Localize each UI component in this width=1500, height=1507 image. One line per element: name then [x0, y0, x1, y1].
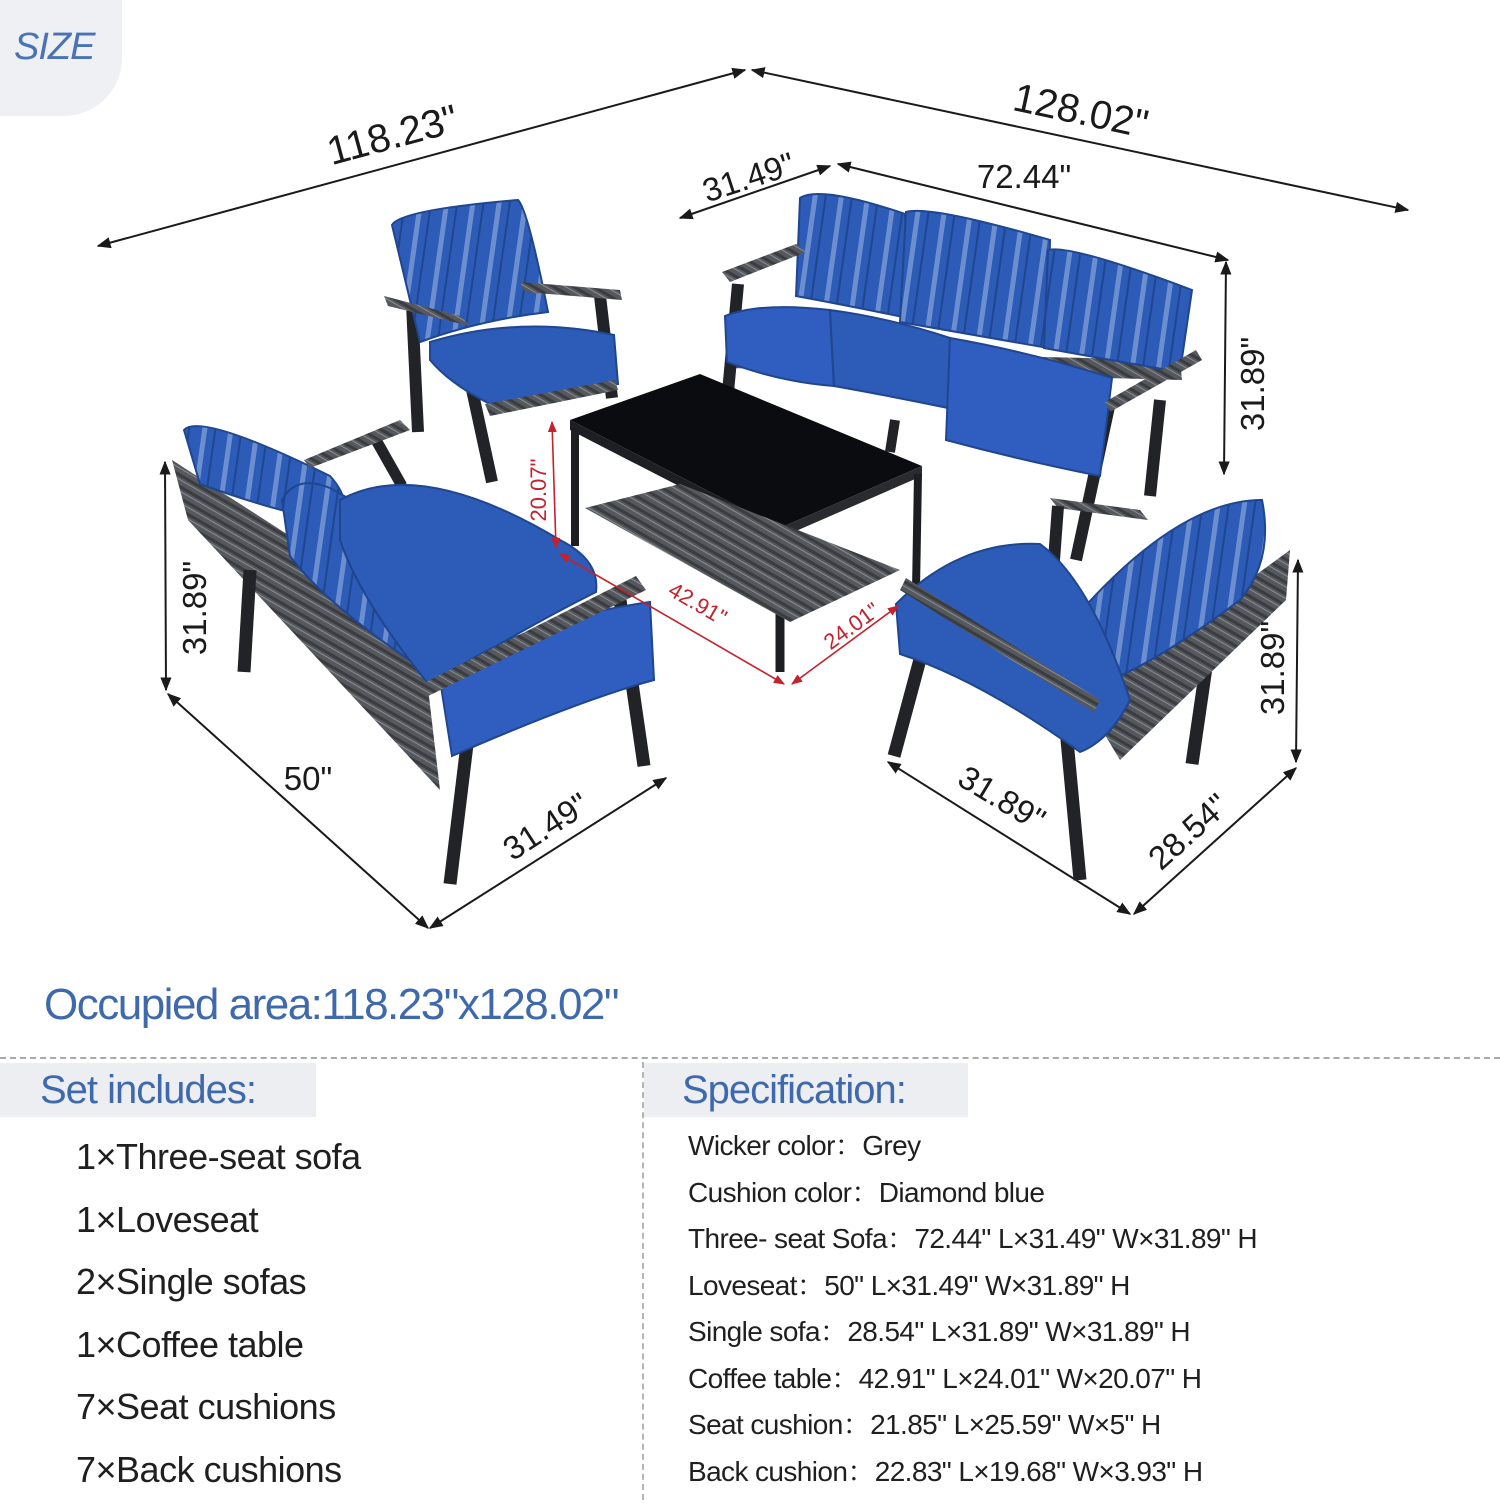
spec-item: Back cushion：22.83" L×19.68" W×3.93" H	[688, 1452, 1257, 1499]
dim-table-height: 20.07"	[526, 459, 551, 522]
spec-item: Single sofa：28.54" L×31.89" W×31.89" H	[688, 1312, 1257, 1359]
dim-single-height: 31.89"	[1254, 621, 1291, 715]
dim-sofa-length: 72.44"	[977, 158, 1071, 195]
list-item: 1×Coffee table	[76, 1320, 361, 1383]
set-includes-heading: Set includes:	[0, 1063, 316, 1117]
specification-list	[688, 1126, 1257, 1498]
dim-table-length: 42.91"	[664, 577, 731, 630]
dim-single-depth: 31.89"	[952, 758, 1052, 838]
dim-sofa-depth: 31.49"	[698, 145, 799, 209]
dim-loveseat-length: 50"	[284, 760, 332, 797]
set-includes-list	[76, 1132, 361, 1507]
list-item: 7×Back cushions	[76, 1445, 361, 1507]
size-badge-label: SIZE	[14, 26, 94, 69]
dim-loveseat-height: 31.89"	[176, 561, 213, 655]
spec-item: Coffee table：42.91" L×24.01" W×20.07" H	[688, 1359, 1257, 1406]
spec-item: Loveseat：50" L×31.49" W×31.89" H	[688, 1266, 1257, 1313]
dim-table-width: 24.01"	[819, 597, 885, 654]
dim-overall-width: 118.23"	[322, 97, 462, 174]
spec-item: Wicker color：Grey	[688, 1126, 1257, 1173]
list-item: 2×Single sofas	[76, 1257, 361, 1320]
single-sofa-back	[384, 200, 622, 482]
dim-overall-depth: 128.02"	[1009, 76, 1152, 147]
single-sofa-front	[894, 498, 1290, 880]
list-item: 1×Loveseat	[76, 1195, 361, 1258]
occupied-area-text: Occupied area:118.23"x128.02"	[44, 980, 618, 1030]
spec-item: Three- seat Sofa：72.44" L×31.49" W×31.89" H	[688, 1219, 1257, 1266]
column-divider	[642, 1062, 644, 1500]
spec-item: Seat cushion：21.85" L×25.59" W×5" H	[688, 1405, 1257, 1452]
specification-heading: Specification:	[644, 1063, 968, 1117]
dim-loveseat-depth: 31.49"	[496, 785, 595, 867]
list-item: 7×Seat cushions	[76, 1382, 361, 1445]
dim-sofa-height: 31.89"	[1234, 337, 1271, 431]
list-item: 1×Three-seat sofa	[76, 1132, 361, 1195]
dim-single-length: 28.54"	[1141, 786, 1236, 877]
spec-item: Cushion color：Diamond blue	[688, 1173, 1257, 1220]
section-divider	[0, 1057, 1500, 1059]
